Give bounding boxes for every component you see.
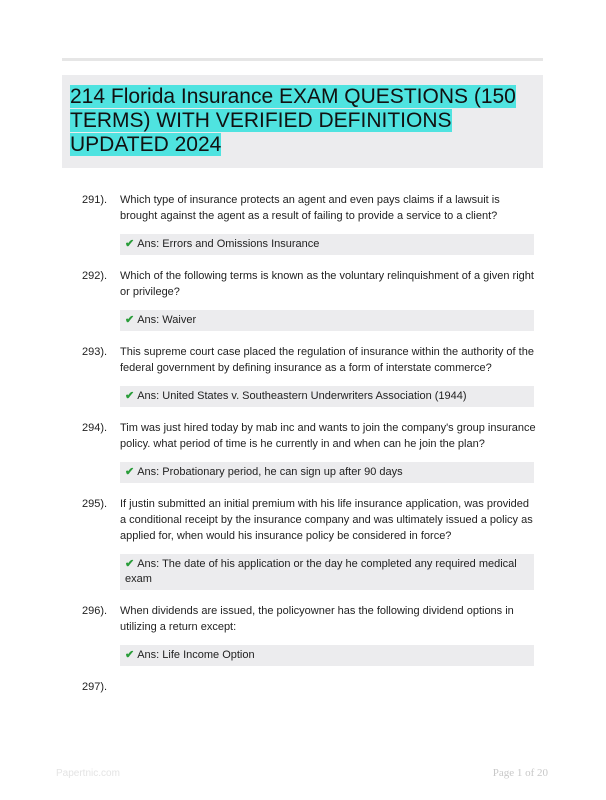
answer-box	[120, 645, 534, 666]
question-item	[0, 192, 606, 255]
checkmark-icon: ✔	[125, 558, 135, 570]
question-text: When dividends are issued, the policyowner has the following dividend options in utilizing a return except:	[120, 605, 514, 633]
title-box	[62, 75, 543, 168]
question-item	[0, 268, 606, 331]
checkmark-icon: ✔	[125, 314, 135, 326]
answer-box	[120, 462, 534, 483]
answer-text: Ans: United States v. Southeastern Underwriters Association (1944)	[137, 390, 467, 402]
question-text: This supreme court case placed the regulation of insurance within the authority of the federal government by defining insurance as a form of interstate commerce?	[120, 346, 534, 374]
answer-box	[120, 386, 534, 407]
question-item	[0, 344, 606, 407]
answer-text: Ans: Life Income Option	[137, 649, 255, 661]
document-title	[70, 85, 535, 157]
question-number: 297).	[82, 681, 108, 693]
question-number: 294).	[82, 422, 108, 434]
question-list	[0, 192, 606, 693]
question-number: 296).	[82, 605, 108, 617]
document-title-text: 214 Florida Insurance EXAM QUESTIONS (150 TERMS) WITH VERIFIED DEFINITIONS UPDATED 2024	[70, 85, 516, 156]
question-item	[0, 420, 606, 483]
answer-text: Ans: Waiver	[137, 314, 197, 326]
answer-text: Ans: The date of his application or the day he completed any required medical exam	[125, 558, 517, 585]
answer-box	[120, 234, 534, 255]
checkmark-icon: ✔	[125, 466, 135, 478]
question-number: 295).	[82, 498, 108, 510]
question-text: Tim was just hired today by mab inc and wants to join the company's group insurance policy. what period of time is he currently in and when can he join the plan?	[120, 422, 536, 450]
question-item	[0, 603, 606, 666]
checkmark-icon: ✔	[125, 390, 135, 402]
question-number: 293).	[82, 346, 108, 358]
question-item	[0, 496, 606, 590]
checkmark-icon: ✔	[125, 238, 135, 250]
question-text: If justin submitted an initial premium with his life insurance application, was provided a conditional receipt by the insurance company and was ultimately issued a policy as applied for, when would his insurance policy be considered in force?	[120, 498, 533, 542]
question-number: 292).	[82, 270, 108, 282]
question-text: Which type of insurance protects an agent and even pays claims if a lawsuit is brought against the agent as a result of failing to provide a service to a client?	[120, 194, 500, 222]
page-indicator: Page 1 of 20	[492, 767, 548, 779]
question-number: 291).	[82, 194, 108, 206]
footer-watermark: Papertnic.com	[56, 768, 120, 779]
top-divider	[62, 58, 543, 61]
answer-box	[120, 554, 534, 590]
question-text: Which of the following terms is known as the voluntary relinquishment of a given right or privilege?	[120, 270, 534, 298]
checkmark-icon: ✔	[125, 649, 135, 661]
answer-box	[120, 310, 534, 331]
answer-text: Ans: Errors and Omissions Insurance	[137, 238, 320, 250]
answer-text: Ans: Probationary period, he can sign up after 90 days	[137, 466, 403, 478]
